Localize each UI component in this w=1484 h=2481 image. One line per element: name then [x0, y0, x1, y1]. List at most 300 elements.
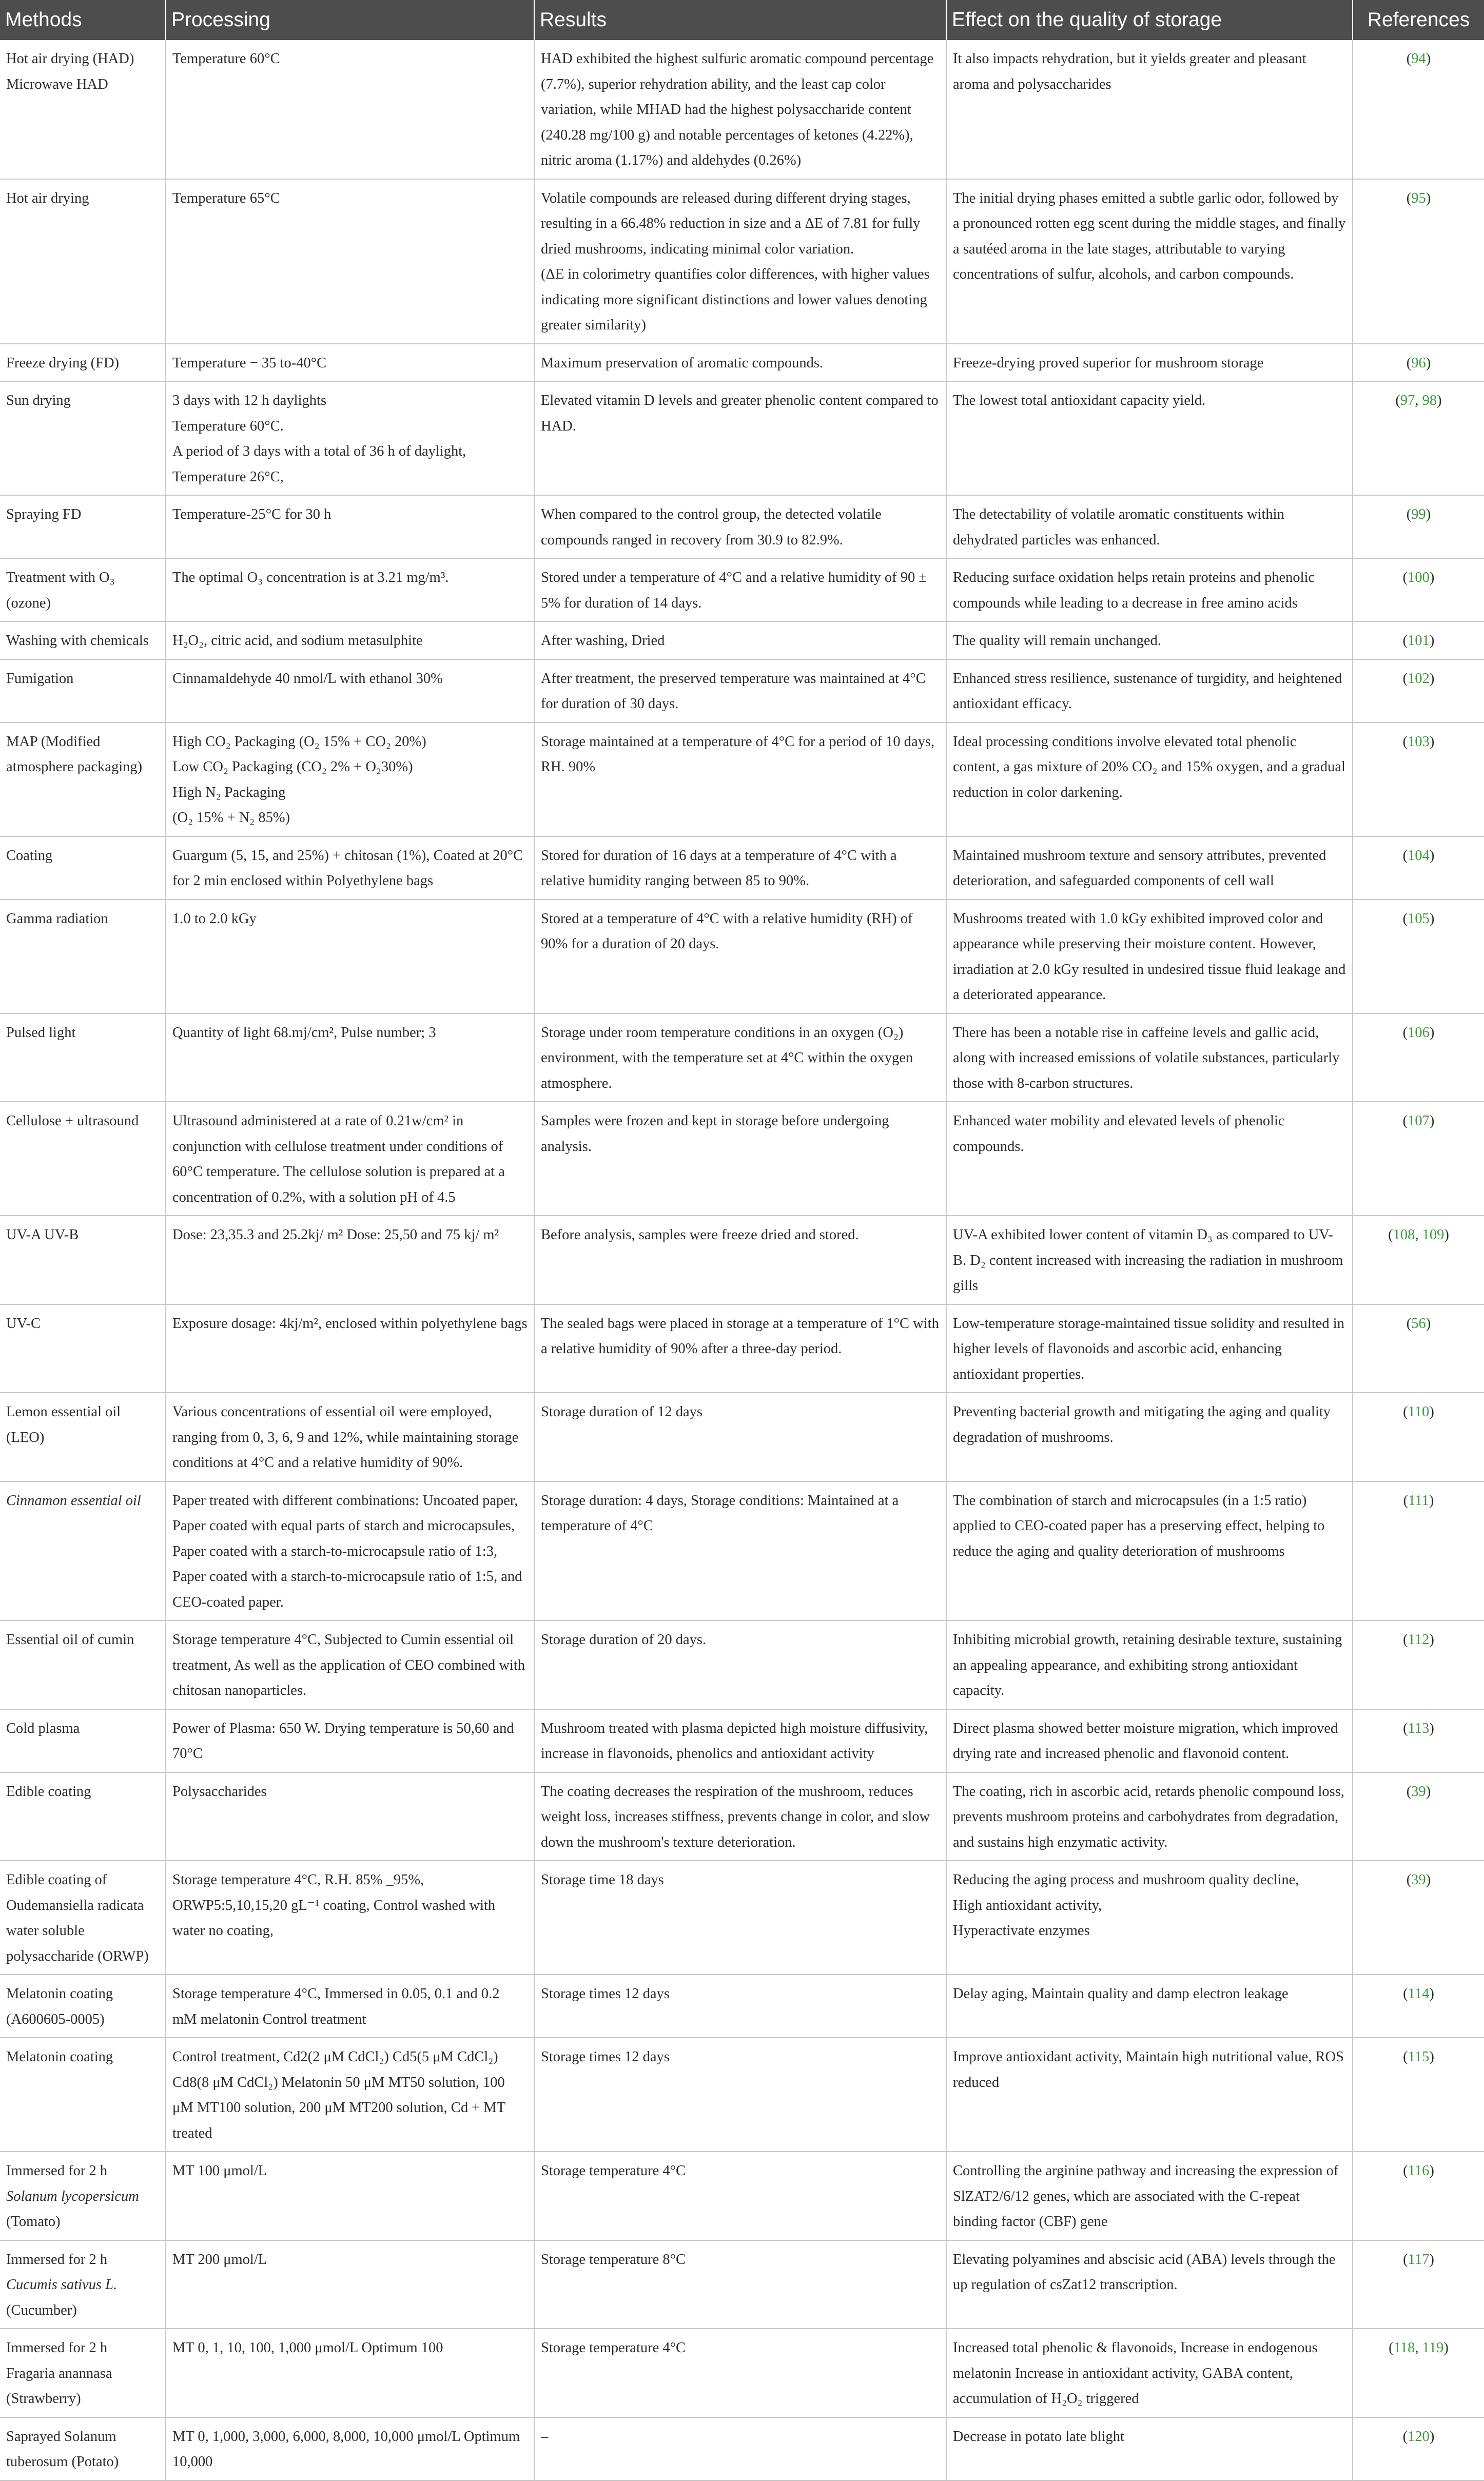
results-cell: [534, 495, 946, 558]
processing-text: Low CO₂ Packaging (CO₂ 2% + O₂30%): [172, 759, 413, 775]
table-row: [0, 1304, 1484, 1393]
processing-cell: [166, 1620, 534, 1709]
method-text: Immersed for 2 h: [6, 2163, 108, 2179]
method-text: Freeze drying (FD): [6, 355, 120, 371]
method-text: MAP (Modified atmosphere packaging): [6, 733, 143, 775]
effect-cell: [946, 2038, 1353, 2152]
processing-text: Storage temperature 4°C, R.H. 85% _95%, ORWP5:5,10,15,20 gL⁻¹ coating, Control washed with water no coating,: [172, 1872, 496, 1939]
table-row: [0, 621, 1484, 659]
table-row: [0, 2329, 1484, 2417]
references-cell: (94): [1353, 40, 1484, 179]
references-cell: (113): [1353, 1709, 1484, 1772]
results-text: Storage temperature 4°C: [541, 2340, 686, 2356]
references-cell: (115): [1353, 2038, 1484, 2152]
effect-text: Maintained mushroom texture and sensory attributes, prevented deterioration, and safeguarded components of cell wall: [953, 847, 1326, 889]
references-cell: (106): [1353, 1013, 1484, 1102]
processing-text: Temperature 65°C: [172, 190, 280, 206]
effect-text: The combination of starch and microcapsules (in a 1:5 ratio) applied to CEO-coated paper has a preserving effect, helping to reduce the aging and quality deterioration of mushrooms: [953, 1492, 1325, 1559]
processing-text: MT 0, 1,000, 3,000, 6,000, 8,000, 10,000 μmol/L Optimum 10,000: [172, 2428, 520, 2470]
effect-text: It also impacts rehydration, but it yields greater and pleasant aroma and polysaccharides: [953, 51, 1306, 92]
method-text: (Strawberry): [6, 2391, 81, 2407]
effect-cell: [946, 1861, 1353, 1975]
reference-link[interactable]: 120: [1408, 2428, 1430, 2445]
results-cell: [534, 900, 946, 1013]
processing-cell: [166, 1975, 534, 2038]
method-text: Melatonin coating (A600605-0005): [6, 1986, 113, 2027]
processing-cell: [166, 2417, 534, 2480]
references-cell: (97, 98): [1353, 381, 1484, 495]
processing-cell: [166, 900, 534, 1013]
effect-cell: [946, 1304, 1353, 1393]
references-cell: (56): [1353, 1304, 1484, 1393]
references-cell: (104): [1353, 836, 1484, 900]
effect-text: Enhanced water mobility and elevated levels of phenolic compounds.: [953, 1113, 1285, 1155]
table-row: [0, 1013, 1484, 1102]
method-cell: [0, 1709, 166, 1772]
results-cell: [534, 659, 946, 722]
method-text: Edible coating: [6, 1783, 91, 1800]
processing-text: High N₂ Packaging: [172, 784, 286, 800]
reference-link[interactable]: 56: [1411, 1315, 1426, 1332]
references-cell: (39): [1353, 1772, 1484, 1861]
effect-text: Low-temperature storage-maintained tissue solidity and resulted in higher levels of flavonoids and ascorbic acid, enhancing antioxidant properties.: [953, 1315, 1344, 1382]
method-cell: [0, 179, 166, 344]
method-text: water soluble polysaccharide (ORWP): [6, 1923, 149, 1964]
results-cell: [534, 1013, 946, 1102]
header-processing: Processing: [166, 0, 534, 40]
results-text: Storage times 12 days: [541, 2049, 670, 2065]
results-cell: [534, 1620, 946, 1709]
results-cell: [534, 2417, 946, 2480]
results-text: Storage temperature 8°C: [541, 2251, 686, 2268]
processing-cell: [166, 495, 534, 558]
method-text: (Tomato): [6, 2214, 61, 2230]
effect-cell: [946, 2240, 1353, 2329]
references-cell: (111): [1353, 1481, 1484, 1621]
effect-cell: [946, 1393, 1353, 1481]
table-body: [0, 40, 1484, 2480]
results-cell: [534, 381, 946, 495]
effect-cell: [946, 659, 1353, 722]
processing-text: MT 200 μmol/L: [172, 2251, 267, 2268]
reference-link[interactable]: 111: [1408, 1492, 1429, 1509]
processing-text: (O₂ 15% + N₂ 85%): [172, 810, 290, 826]
reference-link[interactable]: 103: [1408, 733, 1430, 750]
method-cell: [0, 1013, 166, 1102]
processing-text: The optimal O₃ concentration is at 3.21 mg/m³.: [172, 570, 449, 585]
references-cell: (107): [1353, 1102, 1484, 1216]
reference-link[interactable]: 99: [1411, 506, 1426, 522]
results-text: Stored at a temperature of 4°C with a relative humidity (RH) of 90% for a duration of 20 days.: [541, 910, 913, 952]
table-row: [0, 1772, 1484, 1861]
method-text: UV-A UV-B: [6, 1227, 79, 1243]
table-row: [0, 2240, 1484, 2329]
effect-cell: [946, 722, 1353, 836]
processing-cell: [166, 2038, 534, 2152]
results-text: When compared to the control group, the detected volatile compounds ranged in recovery from 30.9 to 82.9%.: [541, 506, 882, 548]
processing-text: Control treatment, Cd2(2 μM CdCl₂) Cd5(5 μM CdCl₂) Cd8(8 μM CdCl₂) Melatonin 50 μM MT50 solution, 100 μM MT100 solution, 200 μM MT200 solution, Cd + MT treated: [172, 2049, 505, 2141]
processing-cell: [166, 1216, 534, 1304]
method-cell: [0, 659, 166, 722]
table-row: [0, 1102, 1484, 1216]
reference-link[interactable]: 108: [1393, 1227, 1415, 1243]
processing-text: Exposure dosage: 4kj/m², enclosed within polyethylene bags: [172, 1315, 528, 1332]
reference-link[interactable]: 96: [1411, 355, 1426, 371]
method-text: Saprayed Solanum tuberosum (Potato): [6, 2428, 119, 2470]
processing-text: Paper treated with different combinations: Uncoated paper, Paper coated with equal parts of starch and microcapsules, Paper coated with a starch-to-microcapsule ratio of 1:3, Paper coated with a starch-to-microcapsule ratio of 1:5, and CEO-coated paper.: [172, 1492, 522, 1610]
effect-text: The coating, rich in ascorbic acid, retards phenolic compound loss, prevents mushroom proteins and carbohydrates from degradation, and sustains high enzymatic activity.: [953, 1783, 1344, 1850]
method-cell: [0, 2152, 166, 2240]
results-cell: [534, 1216, 946, 1304]
processing-text: Temperature 26°C,: [172, 468, 284, 485]
results-cell: [534, 1861, 946, 1975]
processing-text: H₂O₂, citric acid, and sodium metasulphite: [172, 633, 423, 649]
reference-link[interactable]: 97: [1400, 393, 1415, 408]
table-row: [0, 659, 1484, 722]
header-row: [0, 0, 1484, 40]
reference-link[interactable]: 39: [1411, 1872, 1426, 1888]
results-text: Samples were frozen and kept in storage before undergoing analysis.: [541, 1113, 889, 1155]
results-cell: [534, 2038, 946, 2152]
processing-cell: [166, 1102, 534, 1216]
processing-text: Polysaccharides: [172, 1783, 267, 1800]
effect-cell: [946, 836, 1353, 900]
processing-cell: [166, 558, 534, 621]
effect-text: Reducing surface oxidation helps retain proteins and phenolic compounds while leading to a decrease in free amino acids: [953, 570, 1315, 611]
effect-cell: [946, 1975, 1353, 2038]
method-text: Microwave HAD: [6, 76, 108, 92]
reference-link[interactable]: 104: [1408, 847, 1430, 864]
method-text: Coating: [6, 847, 53, 864]
reference-link[interactable]: 116: [1408, 2163, 1430, 2179]
method-cell: [0, 1772, 166, 1861]
processing-text: Quantity of light 68.mj/cm², Pulse number; 3: [172, 1024, 436, 1041]
method-text: Cinnamon essential oil: [6, 1492, 141, 1509]
results-text: Stored under a temperature of 4°C and a relative humidity of 90 ± 5% for duration of 14 days.: [541, 570, 927, 611]
reference-link[interactable]: 112: [1408, 1632, 1430, 1648]
references-cell: (39): [1353, 1861, 1484, 1975]
header-effect: Effect on the quality of storage: [946, 0, 1353, 40]
results-text: Maximum preservation of aromatic compounds.: [541, 355, 824, 371]
results-text: The sealed bags were placed in storage at a temperature of 1°C with a relative humidity of 90% after a three-day period.: [541, 1315, 939, 1357]
results-text: (ΔE in colorimetry quantifies color differences, with higher values indicating more significant distinctions and lower values denoting greater similarity): [541, 266, 930, 333]
effect-text: Preventing bacterial growth and mitigating the aging and quality degradation of mushrooms.: [953, 1404, 1331, 1445]
effect-text: High antioxidant activity,: [953, 1897, 1102, 1913]
results-cell: [534, 1102, 946, 1216]
processing-cell: [166, 40, 534, 179]
method-text: Treatment with O₃ (ozone): [6, 570, 115, 611]
table-row: [0, 381, 1484, 495]
reference-link[interactable]: 94: [1411, 51, 1426, 67]
effect-text: Controlling the arginine pathway and increasing the expression of SlZAT2/6/12 genes, which are associated with the C-repeat binding factor (CBF) gene: [953, 2163, 1339, 2230]
header-methods: Methods: [0, 0, 166, 40]
references-cell: (108, 109): [1353, 1216, 1484, 1304]
results-cell: [534, 2240, 946, 2329]
results-cell: [534, 40, 946, 179]
effect-cell: [946, 40, 1353, 179]
processing-text: 3 days with 12 h daylights: [172, 393, 327, 408]
references-cell: (100): [1353, 558, 1484, 621]
processing-text: Cinnamaldehyde 40 nmol/L with ethanol 30%: [172, 670, 443, 687]
reference-link[interactable]: 102: [1408, 670, 1430, 687]
effect-text: The lowest total antioxidant capacity yield.: [953, 393, 1206, 408]
processing-text: Power of Plasma: 650 W. Drying temperature is 50,60 and 70°C: [172, 1720, 514, 1762]
effect-text: Mushrooms treated with 1.0 kGy exhibited improved color and appearance while preserving their moisture content. However, irradiation at 2.0 kGy resulted in undesired tissue fluid leakage and a deteriorated appearance.: [953, 910, 1346, 1003]
method-text: Edible coating of: [6, 1872, 107, 1888]
method-cell: [0, 1393, 166, 1481]
reference-link[interactable]: 115: [1408, 2049, 1430, 2065]
method-text: Oudemansiella radicata: [6, 1897, 144, 1913]
effect-cell: [946, 558, 1353, 621]
effect-cell: [946, 2329, 1353, 2417]
references-cell: (117): [1353, 2240, 1484, 2329]
results-text: Storage temperature 4°C: [541, 2163, 686, 2179]
processing-text: A period of 3 days with a total of 36 h of daylight,: [172, 443, 466, 459]
reference-link[interactable]: 39: [1411, 1783, 1426, 1800]
results-cell: [534, 621, 946, 659]
method-text: Washing with chemicals: [6, 633, 149, 649]
method-text: Cellulose + ultrasound: [6, 1113, 139, 1129]
reference-link[interactable]: 113: [1408, 1720, 1430, 1736]
processing-text: Guargum (5, 15, and 25%) + chitosan (1%), Coated at 20°C for 2 min enclosed within Polyethylene bags: [172, 847, 523, 889]
references-cell: (99): [1353, 495, 1484, 558]
effect-text: Ideal processing conditions involve elevated total phenolic content, a gas mixture of 20% CO₂ and 15% oxygen, and a gradual reduction in color darkening.: [953, 733, 1345, 800]
processing-cell: [166, 1481, 534, 1621]
effect-text: Elevating polyamines and abscisic acid (ABA) levels through the up regulation of csZat12 transcription.: [953, 2251, 1336, 2293]
processing-cell: [166, 836, 534, 900]
method-cell: [0, 722, 166, 836]
references-cell: (105): [1353, 900, 1484, 1013]
method-cell: [0, 836, 166, 900]
table-row: [0, 495, 1484, 558]
reference-link[interactable]: 105: [1408, 910, 1430, 927]
results-text: Storage duration of 12 days: [541, 1404, 703, 1420]
effect-text: Decrease in potato late blight: [953, 2428, 1124, 2445]
table-row: [0, 344, 1484, 382]
table-row: [0, 2038, 1484, 2152]
processing-cell: [166, 2329, 534, 2417]
references-cell: (110): [1353, 1393, 1484, 1481]
processing-cell: [166, 1772, 534, 1861]
effect-text: Freeze-drying proved superior for mushroom storage: [953, 355, 1264, 371]
processing-cell: [166, 381, 534, 495]
effect-cell: [946, 2417, 1353, 2480]
table-row: [0, 1861, 1484, 1975]
processing-cell: [166, 1861, 534, 1975]
processing-text: Storage temperature 4°C, Subjected to Cumin essential oil treatment, As well as the application of CEO combined with chitosan nanoparticles.: [172, 1632, 525, 1698]
reference-link[interactable]: 100: [1408, 570, 1430, 585]
results-cell: [534, 344, 946, 382]
references-cell: (118, 119): [1353, 2329, 1484, 2417]
method-text: (Cucumber): [6, 2302, 77, 2318]
results-cell: [534, 1709, 946, 1772]
reference-link[interactable]: 119: [1422, 2340, 1444, 2356]
results-text: Storage duration of 20 days.: [541, 1632, 707, 1648]
method-text: Melatonin coating: [6, 2049, 113, 2065]
reference-link[interactable]: 117: [1408, 2251, 1430, 2268]
results-text: Storage time 18 days: [541, 1872, 664, 1888]
table-row: [0, 1393, 1484, 1481]
method-cell: [0, 1620, 166, 1709]
processing-text: Temperature 60°C.: [172, 418, 284, 434]
results-text: Storage maintained at a temperature of 4°C for a period of 10 days, RH. 90%: [541, 733, 935, 775]
effect-cell: [946, 1216, 1353, 1304]
effect-text: UV-A exhibited lower content of vitamin D₃ as compared to UV-B. D₂ content increased with increasing the radiation in mushroom gills: [953, 1227, 1343, 1294]
processing-cell: [166, 1709, 534, 1772]
processing-cell: [166, 2240, 534, 2329]
effect-cell: [946, 1620, 1353, 1709]
references-cell: (95): [1353, 179, 1484, 344]
method-cell: [0, 1216, 166, 1304]
method-cell: [0, 900, 166, 1013]
processing-cell: [166, 344, 534, 382]
method-text: Hot air drying (HAD): [6, 51, 134, 67]
method-cell: [0, 381, 166, 495]
processing-text: Temperature − 35 to-40°C: [172, 355, 327, 371]
table-row: [0, 1975, 1484, 2038]
method-text: Spraying FD: [6, 506, 82, 522]
table-row: [0, 1620, 1484, 1709]
results-text: The coating decreases the respiration of the mushroom, reduces weight loss, increases stiffness, prevents change in color, and slow down the mushroom's texture deterioration.: [541, 1783, 930, 1850]
table-row: [0, 558, 1484, 621]
processing-text: Dose: 23,35.3 and 25.2kj/ m² Dose: 25,50 and 75 kj/ m²: [172, 1227, 499, 1243]
processing-cell: [166, 1393, 534, 1481]
references-cell: (112): [1353, 1620, 1484, 1709]
effect-cell: [946, 621, 1353, 659]
processing-text: Various concentrations of essential oil were employed, ranging from 0, 3, 6, 9 and 12%, while maintaining storage conditions at 4°C and a relative humidity of 90%.: [172, 1404, 519, 1471]
method-cell: [0, 1861, 166, 1975]
references-cell: (116): [1353, 2152, 1484, 2240]
results-cell: [534, 2329, 946, 2417]
effect-text: Enhanced stress resilience, sustenance of turgidity, and heightened antioxidant efficacy.: [953, 670, 1342, 712]
method-text: Immersed for 2 h: [6, 2340, 108, 2356]
results-cell: [534, 179, 946, 344]
references-cell: (103): [1353, 722, 1484, 836]
references-cell: (96): [1353, 344, 1484, 382]
method-text: UV-C: [6, 1315, 41, 1332]
method-text: Fragaria anannasa: [6, 2365, 112, 2381]
effect-text: Inhibiting microbial growth, retaining desirable texture, sustaining an appealing appearance, and exhibiting strong antioxidant capacity.: [953, 1632, 1342, 1698]
reference-link[interactable]: 98: [1422, 393, 1437, 408]
processing-text: Temperature 60°C: [172, 51, 280, 67]
method-text: Immersed for 2 h: [6, 2251, 108, 2268]
table-row: [0, 1481, 1484, 1621]
effect-text: Improve antioxidant activity, Maintain high nutritional value, ROS reduced: [953, 2049, 1344, 2091]
method-text: Cucumis sativus L.: [6, 2277, 118, 2293]
method-text: Gamma radiation: [6, 910, 108, 927]
method-cell: [0, 621, 166, 659]
results-text: HAD exhibited the highest sulfuric aromatic compound percentage (7.7%), superior rehydration ability, and the least cap color variation, while MHAD had the highest polysaccharide content (240.28 mg/100 g) and notable percentages of ketones (4.22%), nitric aroma (1.17%) and aldehydes (0.26%): [541, 51, 934, 168]
table-row: [0, 1216, 1484, 1304]
effect-cell: [946, 2152, 1353, 2240]
references-cell: (101): [1353, 621, 1484, 659]
results-text: Mushroom treated with plasma depicted high moisture diffusivity, increase in flavonoids, phenolics and antioxidant activity: [541, 1720, 928, 1762]
method-cell: [0, 40, 166, 179]
results-cell: [534, 1304, 946, 1393]
results-cell: [534, 1975, 946, 2038]
results-cell: [534, 2152, 946, 2240]
results-cell: [534, 722, 946, 836]
reference-link[interactable]: 101: [1408, 633, 1430, 649]
table-row: [0, 1709, 1484, 1772]
method-text: Essential oil of cumin: [6, 1632, 134, 1648]
results-cell: [534, 558, 946, 621]
processing-cell: [166, 722, 534, 836]
method-text: Cold plasma: [6, 1720, 80, 1736]
processing-cell: [166, 621, 534, 659]
effect-text: The quality will remain unchanged.: [953, 633, 1161, 649]
references-cell: (120): [1353, 2417, 1484, 2480]
method-text: Lemon essential oil (LEO): [6, 1404, 121, 1445]
table-row: [0, 836, 1484, 900]
table-row: [0, 179, 1484, 344]
reference-link[interactable]: 110: [1408, 1404, 1430, 1420]
results-text: Stored for duration of 16 days at a temperature of 4°C with a relative humidity ranging between 85 to 90%.: [541, 847, 897, 889]
processing-text: MT 100 μmol/L: [172, 2163, 267, 2179]
processing-text: High CO₂ Packaging (O₂ 15% + CO₂ 20%): [172, 733, 426, 750]
effect-text: Delay aging, Maintain quality and damp electron leakage: [953, 1986, 1288, 2002]
method-cell: [0, 1304, 166, 1393]
results-text: Volatile compounds are released during different drying stages, resulting in a 66.48% reduction in size and a ΔE of 7.81 for fully dried mushrooms, indicating minimal color variation.: [541, 190, 921, 257]
method-cell: [0, 1102, 166, 1216]
results-text: Elevated vitamin D levels and greater phenolic content compared to HAD.: [541, 393, 939, 434]
results-cell: [534, 1772, 946, 1861]
results-text: Storage duration: 4 days, Storage conditions: Maintained at a temperature of 4°C: [541, 1492, 899, 1534]
processing-cell: [166, 659, 534, 722]
method-cell: [0, 558, 166, 621]
effect-cell: [946, 1102, 1353, 1216]
effect-cell: [946, 1772, 1353, 1861]
table-row: [0, 40, 1484, 179]
results-text: Storage under room temperature conditions in an oxygen (O₂) environment, with the temperature set at 4°C within the oxygen atmosphere.: [541, 1024, 913, 1091]
effect-text: Direct plasma showed better moisture migration, which improved drying rate and increased phenolic and flavonoid content.: [953, 1720, 1338, 1762]
method-cell: [0, 2038, 166, 2152]
table-row: [0, 722, 1484, 836]
method-text: Fumigation: [6, 670, 74, 687]
reference-link[interactable]: 95: [1411, 190, 1426, 206]
results-text: After treatment, the preserved temperature was maintained at 4°C for duration of 30 days.: [541, 670, 926, 712]
results-cell: [534, 1481, 946, 1621]
processing-cell: [166, 179, 534, 344]
reference-link[interactable]: 114: [1408, 1986, 1430, 2002]
header-results: Results: [534, 0, 946, 40]
effect-text: Increased total phenolic & flavonoids, Increase in endogenous melatonin Increase in antioxidant activity, GABA content, accumulation of H₂O₂ triggered: [953, 2340, 1318, 2407]
reference-link[interactable]: 106: [1408, 1024, 1430, 1041]
effect-cell: [946, 344, 1353, 382]
effect-text: The initial drying phases emitted a subtle garlic odor, followed by a pronounced rotten egg scent during the middle stages, and finally a sautéed aroma in the late stages, attributable to varying concentrations of sulfur, alcohols, and carbon compounds.: [953, 190, 1346, 282]
reference-link[interactable]: 107: [1408, 1113, 1430, 1129]
processing-cell: [166, 2152, 534, 2240]
processing-text: 1.0 to 2.0 kGy: [172, 910, 257, 927]
method-text: Pulsed light: [6, 1024, 76, 1041]
processing-text: Temperature-25°C for 30 h: [172, 506, 331, 522]
effect-cell: [946, 900, 1353, 1013]
processing-cell: [166, 1013, 534, 1102]
method-cell: [0, 2329, 166, 2417]
results-text: Storage times 12 days: [541, 1986, 670, 2002]
effect-cell: [946, 381, 1353, 495]
method-text: Hot air drying: [6, 190, 89, 206]
results-cell: [534, 1393, 946, 1481]
results-text: After washing, Dried: [541, 633, 665, 649]
method-cell: [0, 344, 166, 382]
effect-text: Reducing the aging process and mushroom quality decline,: [953, 1872, 1299, 1888]
effect-cell: [946, 179, 1353, 344]
reference-link[interactable]: 109: [1422, 1227, 1444, 1243]
reference-link[interactable]: 118: [1393, 2340, 1415, 2356]
effect-cell: [946, 1481, 1353, 1621]
method-cell: [0, 1975, 166, 2038]
